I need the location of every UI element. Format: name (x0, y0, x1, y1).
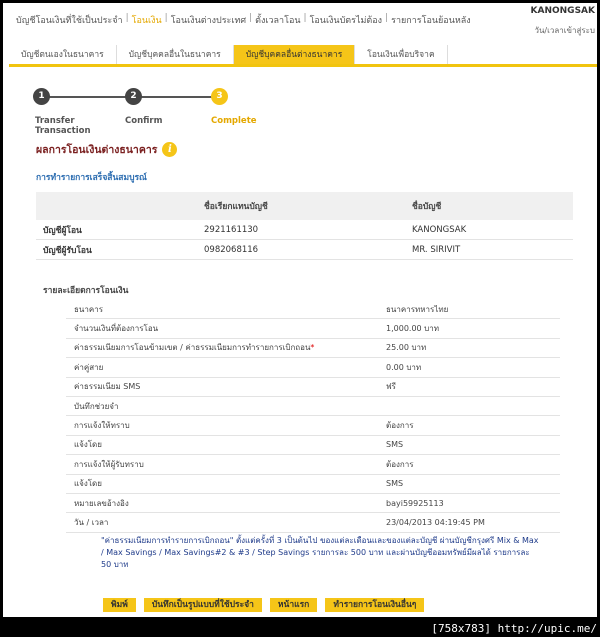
row-name: KANONGSAK (412, 224, 467, 235)
nav-transfer[interactable]: โอนเงิน (131, 16, 162, 26)
detail-value: ฟรี (386, 382, 396, 392)
row-label: บัญชีผู้รับโอน (43, 245, 92, 256)
detail-label: ธนาคาร (74, 304, 103, 314)
detail-row (66, 416, 560, 435)
nav-scheduled-transfer[interactable]: ตั้งเวลาโอน (255, 16, 301, 26)
detail-label: บันทึกช่วยจำ (74, 401, 119, 411)
last-login-label: วัน/เวลาเข้าสู่ระบ (534, 26, 595, 35)
nav-separator: | (385, 13, 389, 23)
detail-label: ค่าธรรมเนียม SMS (74, 382, 141, 392)
detail-value: SMS (386, 440, 404, 450)
detail-value: 23/04/2013 04:19:45 PM (386, 517, 485, 527)
table-row (36, 220, 573, 240)
tab-own-account[interactable]: บัญชีตนเองในธนาคาร (9, 45, 117, 64)
detail-label: ค่าธรรมเนียมการโอนข้ามเขต / ค่าธรรมเนียมการทำรายการเบิกถอน (74, 343, 311, 353)
watermark-text: [758x783] http://upic.me/ (431, 622, 597, 635)
detail-row (66, 378, 560, 397)
detail-value: 0.00 บาท (386, 362, 422, 372)
info-icon[interactable]: i (162, 142, 177, 157)
account-table (36, 192, 573, 260)
detail-value: 1,000.00 บาท (386, 324, 440, 334)
detail-row (66, 339, 560, 358)
detail-label: จำนวนเงินที่ต้องการโอน (74, 324, 159, 334)
detail-label: ค่าคู่สาย (74, 362, 104, 372)
detail-row (66, 494, 560, 513)
action-buttons (103, 598, 432, 612)
step-2-circle: 2 (125, 88, 142, 105)
detail-row (66, 319, 560, 338)
row-name: MR. SIRIVIT (412, 244, 461, 255)
header-alias: ชื่อเรียกแทนบัญชี (204, 202, 268, 212)
sub-tabs (9, 45, 597, 67)
required-mark: * (310, 343, 315, 353)
nav-separator: | (303, 13, 307, 23)
step-3-circle: 3 (211, 88, 228, 105)
nav-separator: | (164, 13, 168, 23)
save-as-template-button[interactable]: บันทึกเป็นรูปแบบที่ใช้ประจำ (144, 598, 262, 612)
detail-value: ต้องการ (386, 459, 414, 469)
step-3-label: Complete (211, 116, 257, 126)
nav-separator: | (125, 13, 129, 23)
detail-label-fee (66, 341, 386, 354)
detail-row (66, 475, 560, 494)
tab-donation[interactable]: โอนเงินเพื่อบริจาค (355, 45, 447, 64)
step-2-label: Confirm (125, 116, 163, 126)
detail-label: แจ้งโดย (74, 479, 102, 489)
detail-row (66, 436, 560, 455)
detail-value: 25.00 บาท (386, 343, 427, 353)
user-name: KANONGSAK (530, 6, 595, 16)
row-alias: 0982068116 (204, 244, 259, 255)
detail-value: ธนาคารทหารไทย (386, 304, 449, 314)
detail-label: แจ้งโดย (74, 440, 102, 450)
detail-label: หมายเลขอ้างอิง (74, 498, 129, 508)
detail-value: SMS (386, 479, 404, 489)
status-message: การทำรายการเสร็จสิ้นสมบูรณ์ (36, 173, 147, 183)
header-account-name: ชื่อบัญชี (412, 202, 442, 212)
detail-row (66, 455, 560, 474)
step-1-label: Transfer Transaction (35, 116, 91, 136)
nav-transfer-history[interactable]: รายการโอนย้อนหลัง (391, 16, 471, 26)
top-menu (13, 13, 474, 27)
result-heading (36, 141, 177, 158)
row-alias: 2921161130 (204, 224, 259, 235)
other-transfer-button[interactable]: ทำรายการโอนเงินอื่นๆ (325, 598, 424, 612)
row-label: บัญชีผู้โอน (43, 225, 82, 236)
table-row (36, 240, 573, 260)
tab-other-bank[interactable]: บัญชีบุคคลอื่นต่างธนาคาร (234, 45, 356, 64)
tab-other-same-bank[interactable]: บัญชีบุคคลอื่นในธนาคาร (117, 45, 234, 64)
print-button[interactable]: พิมพ์ (103, 598, 136, 612)
top-navigation (3, 3, 597, 43)
progress-stepper (33, 88, 257, 138)
detail-label: การแจ้งให้ทราบ (74, 421, 130, 431)
detail-value: bayi59925113 (386, 498, 444, 508)
detail-row (66, 358, 560, 377)
nav-separator: | (249, 13, 253, 23)
detail-row (66, 300, 560, 319)
detail-row (66, 513, 560, 532)
detail-label: การแจ้งให้ผู้รับทราบ (74, 459, 144, 469)
account-table-header (36, 192, 573, 220)
step-1-circle: 1 (33, 88, 50, 105)
details-table (66, 300, 560, 533)
detail-row (66, 397, 560, 416)
detail-label: วัน / เวลา (74, 517, 109, 527)
page-frame (3, 3, 597, 617)
nav-international-transfer[interactable]: โอนเงินต่างประเทศ (170, 16, 247, 26)
nav-cardless-transfer[interactable]: โอนเงินบัตรไม่ต้อง (309, 16, 383, 26)
home-button[interactable]: หน้าแรก (270, 598, 317, 612)
detail-value: ต้องการ (386, 421, 414, 431)
details-heading: รายละเอียดการโอนเงิน (43, 286, 129, 296)
fee-note: "ค่าธรรมเนียมการทำรายการเบิกถอน" ตั้งแต่ครั้งที่ 3 เป็นต้นไป ของแต่ละเดือนและของแต่ละบัญชี ผ่านบัญชีกรุงศรี Mix & Max / Max Savings / Max Savings#2 & #3 / Step Savings รายการละ 500 บาท และผ่านบัญชีออมทรัพย์มีผลได้ รายการละ 50 บาท (101, 536, 539, 569)
result-title-text: ผลการโอนเงินต่างธนาคาร (36, 144, 158, 156)
nav-frequent-accounts[interactable]: บัญชีโอนเงินที่ใช้เป็นประจำ (16, 16, 123, 26)
